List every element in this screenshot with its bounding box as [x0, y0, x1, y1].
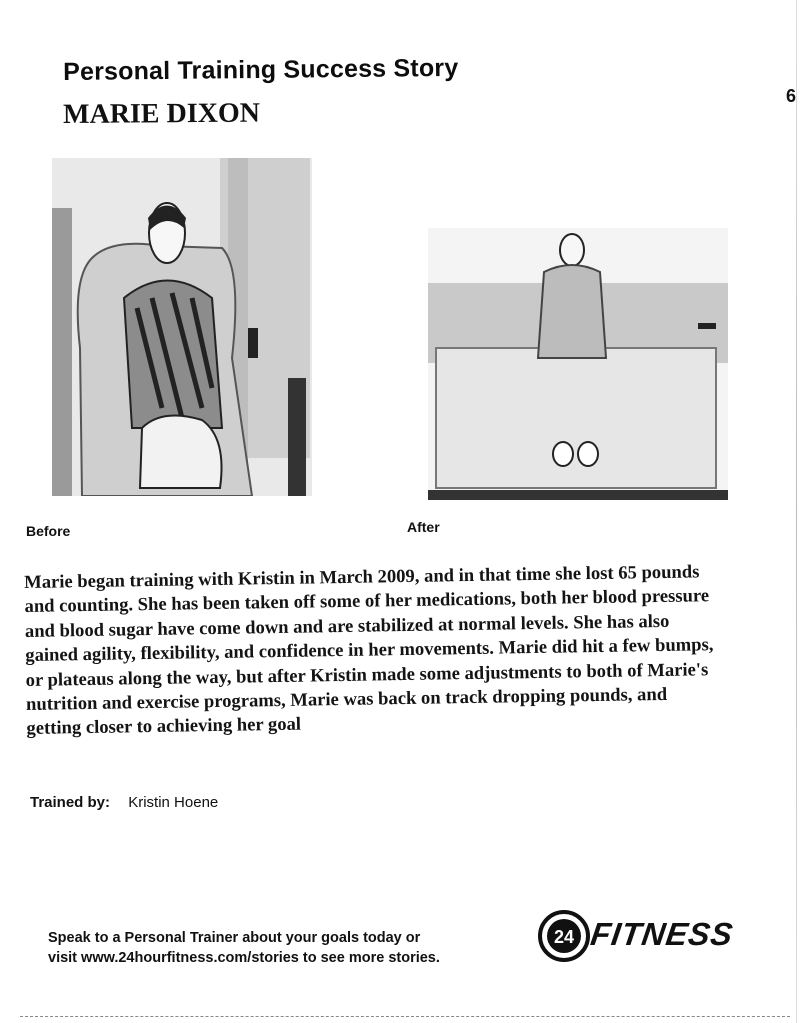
logo-badge-text: 24	[553, 927, 575, 947]
footer-line-1: Speak to a Personal Trainer about your goals today or	[48, 930, 421, 946]
scan-edge	[796, 0, 797, 1023]
page-title: Personal Training Success Story	[63, 53, 459, 86]
after-caption: After	[407, 519, 440, 535]
client-name: MARIE DIXON	[63, 97, 260, 130]
edge-mark: 6	[786, 86, 797, 106]
before-caption: Before	[26, 523, 71, 539]
24-hour-fitness-logo	[536, 908, 758, 964]
bottom-divider	[20, 1016, 790, 1017]
success-story-paragraph: Marie began training with Kristin in March 2009, and in that time she lost 65 pounds and counting. She has been taken off some of her medications, both her blood pressure and blood sugar have come down and are stabilized at normal levels. She has also gained agility, flexibility, and confidence in her movements. Marie did hit a few bumps, or plateaus along the way, but after Kristin made some adjustments to both of Marie's nutrition and exercise programs, Marie was back on track dropping pounds, and getting closer to achieving her goal	[24, 561, 714, 740]
trainer-name: Kristin Hoene	[128, 794, 219, 811]
logo-wordmark: FITNESS	[588, 916, 736, 952]
before-photo	[52, 158, 312, 496]
trained-by-label: Trained by:	[30, 794, 111, 811]
after-photo	[428, 228, 728, 500]
logo-badge-icon	[536, 908, 592, 964]
footer-call-to-action	[48, 928, 440, 968]
trained-by-line	[30, 794, 218, 811]
footer-line-2: visit www.24hourfitness.com/stories to see more stories.	[48, 950, 440, 966]
